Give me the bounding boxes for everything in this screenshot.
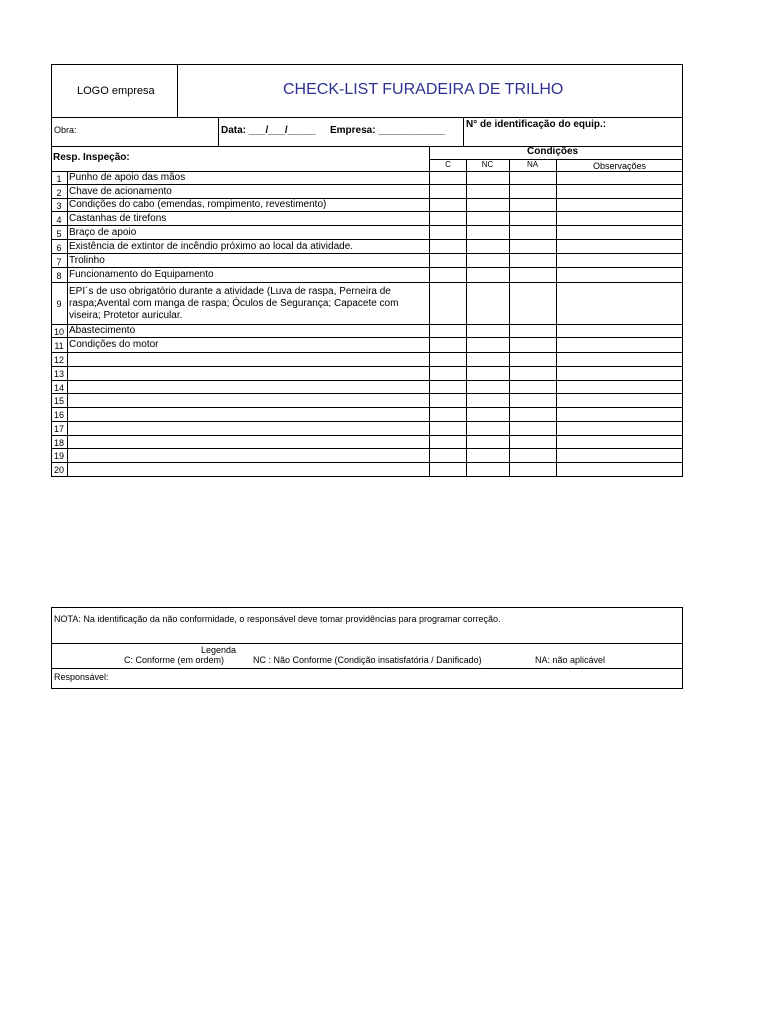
info-divider-2 <box>463 117 464 147</box>
col-header-na: NA <box>526 160 539 169</box>
row-line <box>51 337 683 338</box>
legend-conforme: C: Conforme (em ordem) <box>124 655 225 665</box>
row-number: 1 <box>56 174 62 184</box>
legend-nao-conforme: NC : Não Conforme (Condição insatisfatória / Danificado) <box>253 655 482 665</box>
col-header-nc: NC <box>481 160 494 169</box>
row-line <box>51 253 683 254</box>
col-line-na <box>509 159 510 477</box>
checklist-item: Condições do motor <box>69 339 159 350</box>
col-line-obs <box>556 159 557 477</box>
row-line <box>51 421 683 422</box>
row-number: 18 <box>53 438 64 448</box>
notes-divider-1 <box>51 643 683 644</box>
row-line <box>51 380 683 381</box>
legenda-title: Legenda <box>201 645 237 655</box>
checklist-item: Chave de acionamento <box>69 186 172 197</box>
header-divider <box>177 64 178 118</box>
row-line <box>51 448 683 449</box>
row-number: 5 <box>56 229 62 239</box>
page-title: CHECK-LIST FURADEIRA DE TRILHO <box>283 81 564 98</box>
conditions-header: Condições <box>527 146 579 157</box>
col-line-nc <box>466 159 467 477</box>
checklist-item: Condições do cabo (emendas, rompimento, revestimento) <box>69 199 327 210</box>
row-line <box>51 393 683 394</box>
responsavel-label: Responsável: <box>54 672 109 682</box>
row-number: 14 <box>53 383 64 393</box>
row-number: 15 <box>53 396 64 406</box>
notes-divider-2 <box>51 668 683 669</box>
row-number: 11 <box>54 341 64 351</box>
row-line <box>51 407 683 408</box>
row-line <box>51 267 683 268</box>
row-line <box>51 435 683 436</box>
row-number: 10 <box>53 327 64 337</box>
info-divider-1 <box>218 117 219 147</box>
row-number: 19 <box>53 451 64 461</box>
checklist-item: Existência de extintor de incêndio próximo ao local da atividade. <box>69 241 354 252</box>
obra-label: Obra: <box>54 125 77 135</box>
row-line <box>51 352 683 353</box>
checklist-item: Trolinho <box>69 255 105 266</box>
row-number: 17 <box>53 424 64 434</box>
checklist-item: Punho de apoio das mãos <box>69 172 186 183</box>
row-number: 16 <box>53 410 64 420</box>
checklist-item: EPI´s de uso obrigatório durante a atividade (Luva de raspa, Perneira de raspa;Avental com manga de raspa; Óculos de Segurança; Capacete com viseira; Protetor auricular. <box>69 286 399 321</box>
row-number: 9 <box>56 299 62 309</box>
row-line <box>51 239 683 240</box>
row-number: 7 <box>56 257 62 267</box>
col-line-c <box>429 146 430 477</box>
row-line <box>51 324 683 325</box>
row-line <box>51 282 683 283</box>
row-number: 3 <box>56 201 62 211</box>
company-logo-placeholder: LOGO empresa <box>77 85 155 97</box>
row-number: 8 <box>56 271 62 281</box>
col-header-observacoes: Observações <box>592 161 647 171</box>
checklist-item: Abastecimento <box>69 325 136 336</box>
row-number: 4 <box>56 215 62 225</box>
row-number: 12 <box>53 355 64 365</box>
checklist-item: Funcionamento do Equipamento <box>69 269 214 280</box>
row-line <box>51 211 683 212</box>
checklist-item: Castanhas de tirefons <box>69 213 167 224</box>
row-number: 13 <box>53 369 64 379</box>
row-number: 20 <box>53 465 64 475</box>
resp-inspecao-label: Resp. Inspeção: <box>53 152 130 163</box>
row-line <box>51 225 683 226</box>
checklist-item: Braço de apoio <box>69 227 137 238</box>
empresa-field-label: Empresa: ____________ <box>330 125 446 136</box>
legend-nao-aplicavel: NA: não aplicável <box>535 655 606 665</box>
data-field-label: Data: ___/___/_____ <box>221 125 316 136</box>
row-line <box>51 462 683 463</box>
row-number: 6 <box>56 243 62 253</box>
row-line <box>51 366 683 367</box>
col-header-c: C <box>445 160 451 169</box>
row-line <box>51 184 683 185</box>
equipment-id-label: N° de identificação do equip.: <box>466 119 607 130</box>
row-number: 2 <box>56 188 62 198</box>
nota-text: NOTA: Na identificação da não conformidade, o responsável deve tomar providências para programar correção. <box>54 614 501 624</box>
